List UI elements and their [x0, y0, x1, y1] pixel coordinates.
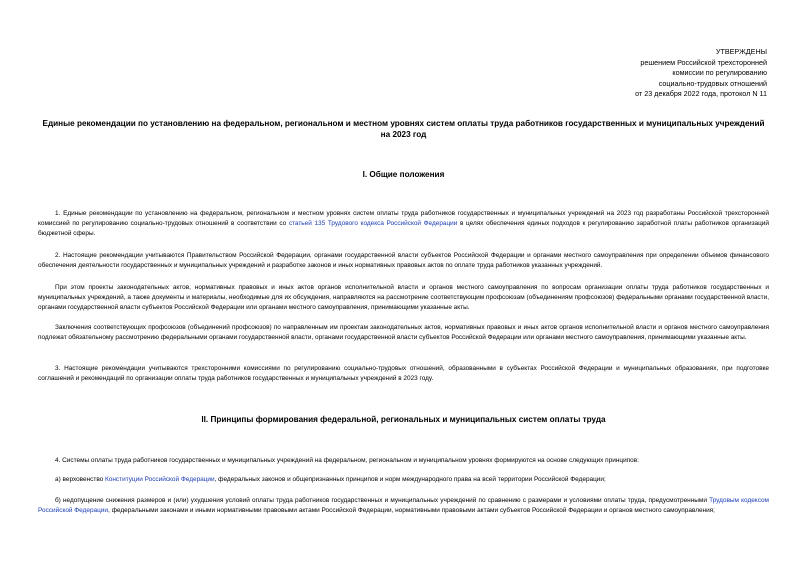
section-2-heading: II. Принципы формирования федеральной, региональных и муниципальных систем оплаты труда	[201, 415, 606, 424]
approval-block	[635, 47, 767, 100]
paragraph-a: а) верховенство Конституции Российской Федерации, федеральных законов и общепризнанных принципов и норм международного права на всей территории Российской Федерации;	[55, 476, 606, 483]
paragraph-2: 2. Настоящие рекомендации учитываются Правительством Российской Федерации, органами государственной власти субъектов Российской Федерации и органами местного самоуправления при определении объемов финансового обеспечения деятельности государственных и муниципальных учреждений и разработке законов и иных нормативных правовых актов по оплате труда работников указанных учреждений.	[38, 252, 769, 270]
approval-line-1: УТВЕРЖДЕНЫ	[715, 47, 767, 56]
approval-line-2: решением Российской трехсторонней	[640, 57, 767, 67]
constitution-link[interactable]: Конституции Российской Федерации	[105, 476, 215, 483]
paragraph-b: б) недопущение снижения размеров и (или) ухудшения условий оплаты труда работников государственных и муниципальных учреждений по сравнению с размерами и условиями оплаты труда, предусмотренными Трудовым кодексом Российской Федерации, федеральными законами и иными нормативными правовыми актами Российской Федерации, нормативными правовыми актами субъектов Российской Федерации и органов местного самоуправления;	[38, 497, 769, 515]
labor-code-article-135-link[interactable]: статьей 135 Трудового кодекса Российской Федерации	[288, 220, 458, 228]
approval-line-4: социально-трудовых отношений	[658, 78, 767, 88]
approval-line-5: от 23 декабря 2022 года, протокол N 11	[635, 89, 767, 99]
approval-line-3: комиссии по регулированию	[672, 68, 767, 78]
section-1-heading: I. Общие положения	[362, 170, 445, 179]
paragraph-5: 3. Настоящие рекомендации учитываются трехсторонними комиссиями по регулированию социально-трудовых отношений, образованными в субъектах Российской Федерации и муниципальных образованиях, при подготовке соглашений и рекомендаций по организации оплаты труда работников государственных и муниципальных учреждений в 2023 году.	[38, 365, 769, 383]
paragraph-6: 4. Системы оплаты труда работников государственных и муниципальных учреждений на федеральном, региональном и муниципальном уровнях формируются на основе следующих принципов:	[55, 457, 639, 464]
labor-code-link[interactable]: Трудовым кодексом Российской Федерации	[38, 497, 769, 515]
paragraph-1: 1. Единые рекомендации по установлению на федеральном, региональном и местном уровнях систем оплаты труда работников государственных и муниципальных учреждений на 2023 год разработаны Российской трехсторонней комиссией по регулированию социально-трудовых отношений в соответствии со статьей 135 Трудового кодекса Российской Федерации в целях обеспечения единых подходов к регулированию заработной платы работников организаций бюджетной сферы.	[38, 210, 769, 238]
paragraph-4: Заключения соответствующих профсоюзов (объединений профсоюзов) по направленным им проектам законодательных актов, нормативных правовых и иных актов органов исполнительной власти и органов местного самоуправления подлежат обязательному рассмотрению федеральными органами государственной власти, органами государственной власти субъектов Российской Федерации или органами местного самоуправления, принимающими указанные акты.	[38, 324, 769, 342]
document-title: Единые рекомендации по установлению на федеральном, региональном и местном уровнях систем оплаты труда работников государственных и муниципальных учреждений на 2023 год	[42, 119, 765, 139]
paragraph-3: При этом проекты законодательных актов, нормативных правовых и иных актов органов исполнительной власти и органов местного самоуправления по вопросам организации оплаты труда работников государственных и муниципальных учреждений, а также документы и материалы, необходимые для их обсуждения, направляются на рассмотрение соответствующим профсоюзам (объединениям профсоюзов) федеральными органами государственной власти, органами государственной власти субъектов Российской Федерации или органами местного самоуправления, принимающими указанные акты.	[38, 284, 769, 312]
